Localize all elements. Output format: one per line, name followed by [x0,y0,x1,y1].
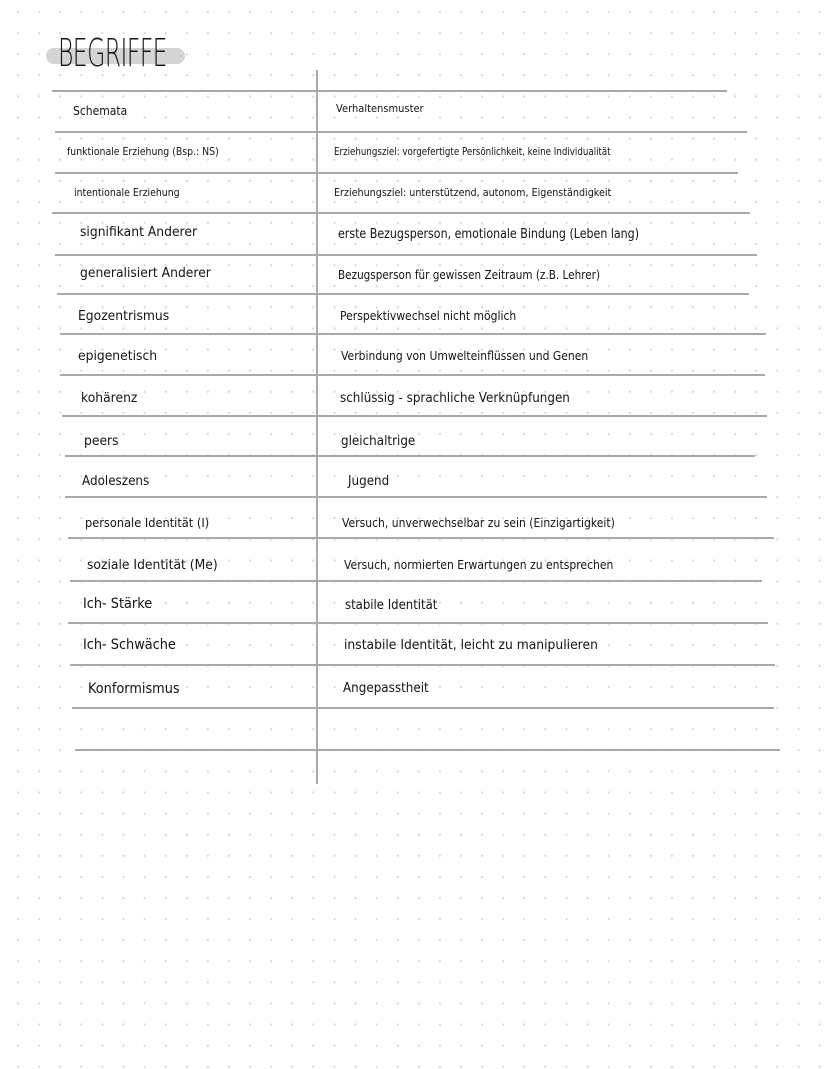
term-cell: peers [84,434,119,449]
row-rule [65,496,767,498]
definition-cell: stabile Identität [345,598,438,613]
term-cell: funktionale Erziehung (Bsp.: NS) [67,145,219,158]
definition-cell: Erziehungsziel: unterstützend, autonom, Eigenständigkeit [334,186,612,199]
term-cell: Ich- Schwäche [83,637,176,653]
row-rule [60,374,765,376]
definition-cell: Perspektivwechsel nicht möglich [340,309,517,323]
row-rule [72,707,774,709]
row-rule [55,172,738,174]
term-cell: Egozentrismus [78,309,170,324]
row-rule [55,131,747,133]
row-rule [52,90,727,92]
term-cell: Adoleszens [82,474,150,489]
definition-cell: Verbindung von Umwelteinflüssen und Genen [341,349,589,363]
row-rule [55,254,757,256]
row-rule [70,664,775,666]
definition-cell: gleichaltrige [341,434,416,449]
definition-cell: instabile Identität, leicht zu manipulieren [344,638,598,653]
page-title: BEGRIFFE [58,31,167,75]
term-cell: generalisiert Anderer [80,266,211,281]
definition-cell: schlüssig - sprachliche Verknüpfungen [340,391,570,406]
row-rule [68,622,768,624]
column-divider [316,70,318,784]
term-cell: intentionale Erziehung [74,186,180,199]
definition-cell: Angepasstheit [343,681,429,696]
row-rule [65,455,755,457]
term-cell: Schemata [73,104,128,118]
term-cell: Ich- Stärke [83,596,153,612]
term-cell: soziale Identität (Me) [87,558,218,573]
definition-cell: erste Bezugsperson, emotionale Bindung (Leben lang) [338,227,640,242]
definition-cell: Versuch, normierten Erwartungen zu entsprechen [344,558,614,572]
row-rule [75,749,780,751]
definition-cell: Bezugsperson für gewissen Zeitraum (z.B. Lehrer) [338,268,601,282]
row-rule [52,212,750,214]
term-cell: Konformismus [88,681,180,697]
row-rule [57,293,749,295]
row-rule [60,333,766,335]
term-cell: kohärenz [81,391,138,406]
definition-cell: Jugend [348,474,390,489]
term-cell: epigenetisch [78,349,158,364]
term-cell: personale Identität (I) [85,516,210,530]
term-cell: signifikant Anderer [80,225,198,240]
definition-cell: Versuch, unverwechselbar zu sein (Einzigartigkeit) [342,516,615,530]
row-rule [68,537,774,539]
row-rule [70,580,762,582]
row-rule [62,415,767,417]
definition-cell: Erziehungsziel: vorgefertigte Persönlichkeit, keine Individualität [334,145,611,158]
title-wrap [46,28,191,80]
definition-cell: Verhaltensmuster [336,102,424,115]
